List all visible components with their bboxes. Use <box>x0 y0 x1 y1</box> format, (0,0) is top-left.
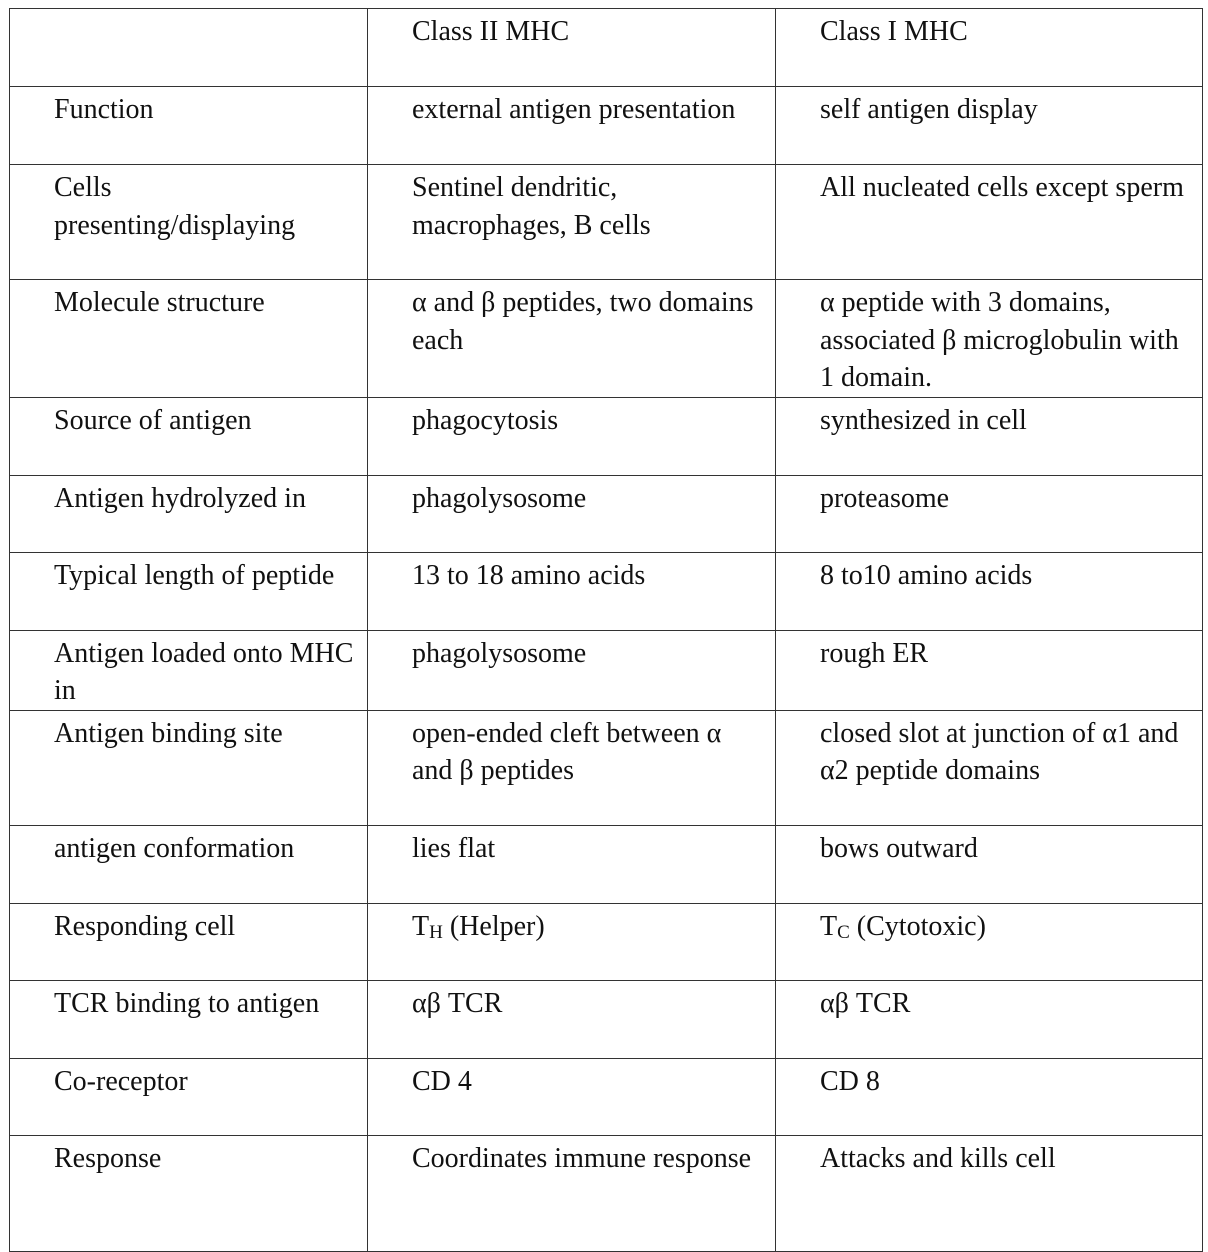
row-label: Typical length of peptide <box>10 552 368 630</box>
cell-prefix: T <box>820 910 838 942</box>
class-i-cell: α peptide with 3 domains, associated β microglobulin with 1 domain. <box>776 280 1203 398</box>
row-label: Response <box>10 1135 368 1251</box>
class-i-cell <box>776 903 1203 980</box>
class-ii-cell: phagocytosis <box>368 397 776 475</box>
table-row <box>10 475 1203 552</box>
row-label: Cells presenting/displaying <box>10 165 368 280</box>
class-ii-cell: 13 to 18 amino acids <box>368 552 776 630</box>
row-label: Source of antigen <box>10 397 368 475</box>
row-label: antigen conformation <box>10 825 368 903</box>
cell-subscript: H <box>429 921 443 943</box>
class-ii-cell: phagolysosome <box>368 630 776 710</box>
header-cell-class-ii: Class II MHC <box>368 9 776 87</box>
header-row <box>10 9 1203 87</box>
class-i-cell: αβ TCR <box>776 980 1203 1058</box>
class-ii-cell: CD 4 <box>368 1058 776 1135</box>
class-ii-cell: Coordinates immune response <box>368 1135 776 1251</box>
table-row <box>10 825 1203 903</box>
table-row <box>10 1058 1203 1135</box>
row-label: Molecule structure <box>10 280 368 398</box>
row-label: TCR binding to antigen <box>10 980 368 1058</box>
header-cell-class-i: Class I MHC <box>776 9 1203 87</box>
class-i-cell: Attacks and kills cell <box>776 1135 1203 1251</box>
row-label: Antigen binding site <box>10 710 368 825</box>
table-row <box>10 630 1203 710</box>
table-row <box>10 280 1203 398</box>
class-ii-cell: external antigen presentation <box>368 87 776 165</box>
class-i-cell: 8 to10 amino acids <box>776 552 1203 630</box>
row-label: Responding cell <box>10 903 368 980</box>
class-i-cell: rough ER <box>776 630 1203 710</box>
class-ii-cell: αβ TCR <box>368 980 776 1058</box>
table-row <box>10 1135 1203 1251</box>
mhc-comparison-table <box>9 8 1203 1252</box>
header-cell-empty <box>10 9 368 87</box>
table-row <box>10 710 1203 825</box>
cell-subscript: C <box>837 921 850 943</box>
cell-prefix: T <box>412 910 430 942</box>
class-ii-cell: open-ended cleft between α and β peptides <box>368 710 776 825</box>
table-row <box>10 903 1203 980</box>
table-row <box>10 87 1203 165</box>
class-ii-cell: phagolysosome <box>368 475 776 552</box>
table-row <box>10 397 1203 475</box>
class-i-cell: closed slot at junction of α1 and α2 peptide domains <box>776 710 1203 825</box>
table-row <box>10 980 1203 1058</box>
class-i-cell: All nucleated cells except sperm <box>776 165 1203 280</box>
table-row <box>10 552 1203 630</box>
row-label: Co-receptor <box>10 1058 368 1135</box>
class-i-cell: self antigen display <box>776 87 1203 165</box>
row-label: Function <box>10 87 368 165</box>
class-ii-cell: lies flat <box>368 825 776 903</box>
class-i-cell: proteasome <box>776 475 1203 552</box>
class-i-cell: bows outward <box>776 825 1203 903</box>
cell-text: (Helper) <box>442 910 545 942</box>
class-ii-cell <box>368 903 776 980</box>
class-i-cell: CD 8 <box>776 1058 1203 1135</box>
class-i-cell: synthesized in cell <box>776 397 1203 475</box>
row-label: Antigen loaded onto MHC in <box>10 630 368 710</box>
cell-text: (Cytotoxic) <box>849 910 986 942</box>
table-row <box>10 165 1203 280</box>
row-label: Antigen hydrolyzed in <box>10 475 368 552</box>
class-ii-cell: Sentinel dendritic, macrophages, B cells <box>368 165 776 280</box>
class-ii-cell: α and β peptides, two domains each <box>368 280 776 398</box>
